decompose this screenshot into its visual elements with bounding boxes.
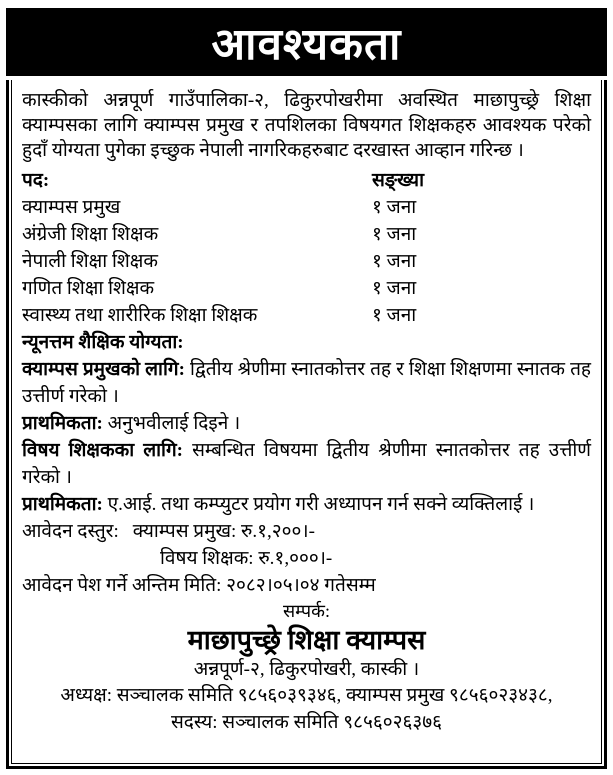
- table-header-post: पद:: [22, 170, 50, 191]
- post-count: १ जना: [372, 278, 417, 299]
- qualification-label: विषय शिक्षकका लागि:: [22, 440, 183, 461]
- campus-address: अन्नपूर्ण-२, ढिकुरपोखरी, कास्की ।: [193, 659, 420, 680]
- fee-line-head: [22, 518, 591, 545]
- table-header-count: सङ्ख्या: [372, 170, 425, 191]
- post-count: १ जना: [372, 251, 417, 272]
- qualification-item: [22, 410, 591, 437]
- qualification-item: [22, 356, 591, 410]
- fee-line-subject: [22, 545, 591, 572]
- qualification-text: अनुभवीलाई दिइने ।: [107, 413, 241, 434]
- post-count: १ जना: [372, 224, 417, 245]
- table-header-row: [22, 167, 591, 194]
- post-name: नेपाली शिक्षा शिक्षक: [22, 251, 159, 272]
- post-name: अंग्रेजी शिक्षा शिक्षक: [22, 224, 159, 245]
- deadline-line: आवेदन पेश गर्ने अन्तिम मिति: २०८२।०५।०४ गतेसम्म: [22, 575, 376, 596]
- qualification-text: सम्बन्धित विषयमा द्वितीय श्रेणीमा स्नातकोत्तर तह उत्तीर्ण गरेको ।: [22, 440, 592, 488]
- table-row: [22, 248, 591, 275]
- post-name: क्याम्पस प्रमुख: [22, 197, 121, 218]
- post-count: १ जना: [372, 197, 417, 218]
- table-row: [22, 275, 591, 302]
- intro-paragraph: कास्कीको अन्नपूर्ण गाउँपालिका-२, ढिकुरपोखरीमा अवस्थित माछापुच्छ्रे शिक्षा क्याम्पसका लागि क्याम्पस प्रमुख र तपशिलका विषयगत शिक्षकहरु आवश्यक परेको हुदाँ योग्यता पुगेका इच्छुक नेपाली नागरिकहरुबाट दरखास्त आव्हान गरिन्छ ।: [22, 90, 591, 161]
- qualification-label: प्राथमिकता:: [22, 494, 103, 515]
- qualification-label: प्राथमिकता:: [22, 413, 103, 434]
- fees-label: आवेदन दस्तुर:: [22, 521, 119, 542]
- contact-block: [22, 599, 591, 736]
- table-row: [22, 221, 591, 248]
- qualification-label: क्याम्पस प्रमुखको लागि:: [22, 359, 185, 380]
- post-count: १ जना: [372, 305, 417, 326]
- qualification-item: [22, 491, 591, 518]
- campus-name: माछापुच्छ्रे शिक्षा क्याम्पस: [187, 625, 426, 655]
- page-title: आवश्यकता: [211, 20, 402, 69]
- qualifications-heading: न्यूनत्तम शैक्षिक योग्यता:: [22, 332, 184, 353]
- post-name: गणित शिक्षा शिक्षक: [22, 278, 155, 299]
- vacancy-advertisement: [6, 8, 607, 769]
- fee-subject-teacher: विषय शिक्षक: रु.१,०००।-: [160, 548, 333, 569]
- positions-table: [22, 167, 591, 329]
- table-row: [22, 194, 591, 221]
- ad-border-frame: [6, 80, 607, 769]
- fee-campus-chief: क्याम्पस प्रमुख: रु.१,२००।-: [132, 521, 315, 542]
- qualification-text: ए.आई. तथा कम्प्युटर प्रयोग गरी अध्यापन गर्न सक्ने व्यक्तिलाई ।: [107, 494, 535, 515]
- contact-heading: सम्पर्क:: [283, 601, 330, 621]
- application-fees: [22, 518, 591, 572]
- phone-line-1: अध्यक्ष: सञ्चालक समिति ९८५६०३९३४६, क्याम्पस प्रमुख ९८५६०२३४३८,: [60, 685, 553, 706]
- title-banner: [6, 8, 607, 76]
- qualification-text: द्वितीय श्रेणीमा स्नातकोत्तर तह र शिक्षा शिक्षणमा स्नातक तह उत्तीर्ण गरेको ।: [22, 359, 591, 407]
- qualification-item: [22, 437, 591, 491]
- ad-body: [11, 80, 602, 764]
- table-row: [22, 302, 591, 329]
- phone-line-2: सदस्य: सञ्चालक समिति ९८५६०२६३७६: [170, 712, 443, 733]
- post-name: स्वास्थ्य तथा शारीरिक शिक्षा शिक्षक: [22, 305, 258, 326]
